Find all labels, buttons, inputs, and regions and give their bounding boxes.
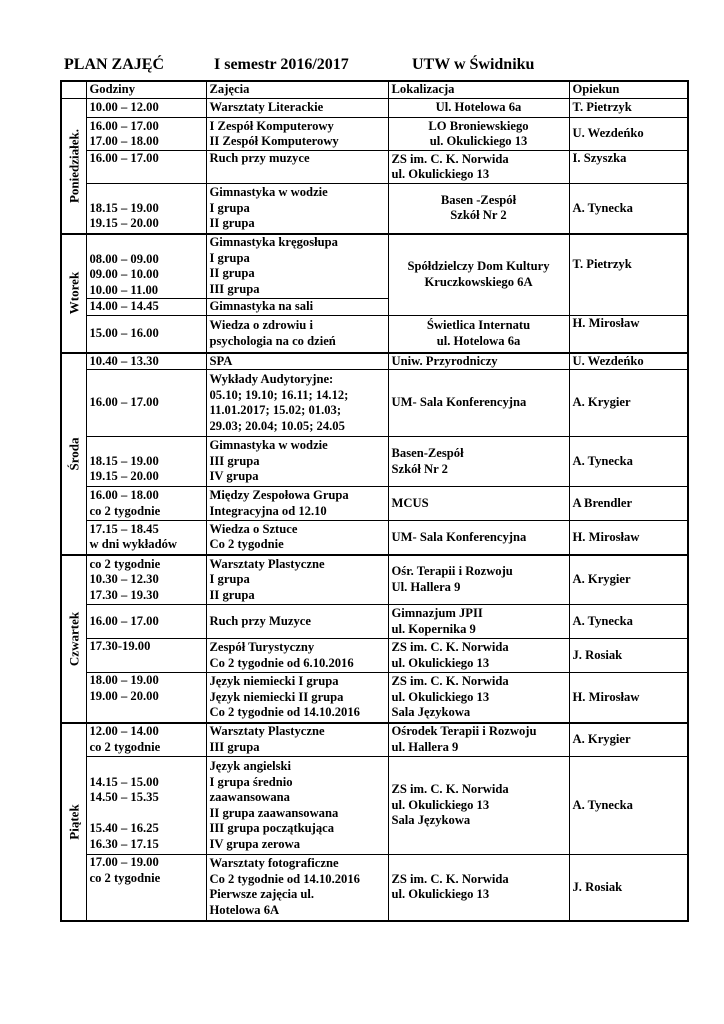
location-cell: ZS im. C. K. Norwida ul. Okulickiego 13: [388, 639, 569, 673]
hours-cell: 16.00 – 17.00: [86, 605, 206, 639]
activity-cell: Język angielski I grupa średnio zaawansowana II grupa zaawansowana III grupa początkująca IV grupa zerowa: [206, 757, 388, 855]
hours-cell: 10.00 – 12.00: [86, 99, 206, 118]
hours-cell: 15.00 – 16.00: [86, 316, 206, 353]
col-header-lokalizacja: Lokalizacja: [388, 81, 569, 99]
hours-cell: 08.00 – 09.00 09.00 – 10.00 10.00 – 11.00: [86, 234, 206, 299]
activity-cell: Gimnastyka w wodzie III grupa IV grupa: [206, 437, 388, 487]
table-row: [61, 639, 688, 673]
table-row: [61, 99, 688, 118]
tutor-cell: J. Rosiak: [569, 855, 688, 921]
activity-cell: Zespół Turystyczny Co 2 tygodnie od 6.10.2016: [206, 639, 388, 673]
hours-cell: 16.00 – 17.00: [86, 370, 206, 437]
activity-cell: Między Zespołowa Grupa Integracyjna od 12.10: [206, 487, 388, 521]
day-tuesday: Wtorek: [61, 234, 86, 353]
table-row: [61, 234, 688, 299]
activity-cell: Warsztaty Plastyczne III grupa: [206, 723, 388, 757]
hours-cell: 16.00 – 17.00 17.00 – 18.00: [86, 118, 206, 151]
table-row: [61, 521, 688, 555]
day-header: [61, 81, 86, 99]
location-cell: LO Broniewskiego ul. Okulickiego 13: [388, 118, 569, 151]
table-row: [61, 437, 688, 487]
table-row: [61, 723, 688, 757]
location-cell: Ośrodek Terapii i Rozwoju ul. Hallera 9: [388, 723, 569, 757]
col-header-godziny: Godziny: [86, 81, 206, 99]
location-cell: Ul. Hotelowa 6a: [388, 99, 569, 118]
location-cell: Uniw. Przyrodniczy: [388, 353, 569, 370]
col-header-zajecia: Zajęcia: [206, 81, 388, 99]
day-friday: Piątek: [61, 723, 86, 921]
location-cell: ZS im. C. K. Norwida ul. Okulickiego 13 Sala Językowa: [388, 757, 569, 855]
organization-title: UTW w Świdniku: [412, 56, 535, 73]
hours-cell: 12.00 – 14.00 co 2 tygodnie: [86, 723, 206, 757]
table-row: [61, 673, 688, 723]
location-cell: UM- Sala Konferencyjna: [388, 521, 569, 555]
tutor-cell: A. Tynecka: [569, 184, 688, 234]
tutor-cell: A. Tynecka: [569, 437, 688, 487]
table-row: [61, 605, 688, 639]
tutor-cell: I. Szyszka: [569, 151, 688, 184]
tutor-cell: A. Tynecka: [569, 757, 688, 855]
hours-cell: 17.15 – 18.45 w dni wykładów: [86, 521, 206, 555]
activity-cell: I Zespół Komputerowy II Zespół Komputerowy: [206, 118, 388, 151]
tutor-cell: T. Pietrzyk: [569, 99, 688, 118]
hours-cell: 18.15 – 19.00 19.15 – 20.00: [86, 184, 206, 234]
location-cell: Spółdzielczy Dom Kultury Kruczkowskiego 6A: [388, 234, 569, 316]
plan-title: PLAN ZAJĘĆ: [64, 56, 165, 73]
table-row: [61, 353, 688, 370]
hours-cell: 16.00 – 18.00 co 2 tygodnie: [86, 487, 206, 521]
day-monday: Poniedziałek.: [61, 99, 86, 234]
location-cell: ZS im. C. K. Norwida ul. Okulickiego 13: [388, 855, 569, 921]
location-cell: Basen -Zespół Szkół Nr 2: [388, 184, 569, 234]
activity-cell: Wykłady Audytoryjne: 05.10; 19.10; 16.11; 14.12; 11.01.2017; 15.02; 01.03; 29.03; 20.04; 10.05; 24.05: [206, 370, 388, 437]
activity-cell: Gimnastyka w wodzie I grupa II grupa: [206, 184, 388, 234]
tutor-cell: J. Rosiak: [569, 639, 688, 673]
location-cell: MCUS: [388, 487, 569, 521]
activity-cell: Wiedza o zdrowiu i psychologia na co dzień: [206, 316, 388, 353]
hours-cell: 14.15 – 15.00 14.50 – 15.35 15.40 – 16.25 16.30 – 17.15: [86, 757, 206, 855]
header-row: [61, 81, 688, 99]
table-row: [61, 151, 688, 184]
tutor-cell: H. Mirosław: [569, 673, 688, 723]
table-row: [61, 855, 688, 921]
hours-cell: 17.00 – 19.00 co 2 tygodnie: [86, 855, 206, 921]
location-cell: Ośr. Terapii i Rozwoju Ul. Hallera 9: [388, 555, 569, 605]
hours-cell: 16.00 – 17.00: [86, 151, 206, 184]
semester-title: I semestr 2016/2017: [214, 56, 349, 73]
tutor-cell: H. Mirosław: [569, 521, 688, 555]
hours-cell: co 2 tygodnie 10.30 – 12.30 17.30 – 19.30: [86, 555, 206, 605]
tutor-cell: A. Krygier: [569, 555, 688, 605]
tutor-cell: A. Krygier: [569, 723, 688, 757]
activity-cell: SPA: [206, 353, 388, 370]
tutor-cell: A. Krygier: [569, 370, 688, 437]
table-row: [61, 487, 688, 521]
activity-cell: Gimnastyka kręgosłupa I grupa II grupa III grupa: [206, 234, 388, 299]
tutor-cell: A. Tynecka: [569, 605, 688, 639]
hours-cell: 14.00 – 14.45: [86, 299, 206, 316]
col-header-opiekun: Opiekun: [569, 81, 688, 99]
tutor-cell: A Brendler: [569, 487, 688, 521]
location-cell: UM- Sala Konferencyjna: [388, 370, 569, 437]
table-row: [61, 118, 688, 151]
tutor-cell: U. Wezdeńko: [569, 118, 688, 151]
schedule-table: [60, 80, 689, 922]
tutor-cell: U. Wezdeńko: [569, 353, 688, 370]
table-row: [61, 316, 688, 353]
hours-cell: 18.15 – 19.00 19.15 – 20.00: [86, 437, 206, 487]
table-row: [61, 370, 688, 437]
tutor-cell: T. Pietrzyk: [569, 234, 688, 316]
activity-cell: Ruch przy Muzyce: [206, 605, 388, 639]
hours-cell: 18.00 – 19.00 19.00 – 20.00: [86, 673, 206, 723]
activity-cell: Warsztaty fotograficzne Co 2 tygodnie od 14.10.2016 Pierwsze zajęcia ul. Hotelowa 6A: [206, 855, 388, 921]
hours-cell: 17.30-19.00: [86, 639, 206, 673]
activity-cell: Język niemiecki I grupa Język niemiecki II grupa Co 2 tygodnie od 14.10.2016: [206, 673, 388, 723]
location-cell: ZS im. C. K. Norwida ul. Okulickiego 13 Sala Językowa: [388, 673, 569, 723]
activity-cell: Ruch przy muzyce: [206, 151, 388, 184]
location-cell: Basen-Zespół Szkół Nr 2: [388, 437, 569, 487]
hours-cell: 10.40 – 13.30: [86, 353, 206, 370]
activity-cell: Gimnastyka na sali: [206, 299, 388, 316]
location-cell: Świetlica Internatu ul. Hotelowa 6a: [388, 316, 569, 353]
activity-cell: Warsztaty Literackie: [206, 99, 388, 118]
activity-cell: Wiedza o Sztuce Co 2 tygodnie: [206, 521, 388, 555]
tutor-cell: H. Mirosław: [569, 316, 688, 353]
table-row: [61, 757, 688, 855]
activity-cell: Warsztaty Plastyczne I grupa II grupa: [206, 555, 388, 605]
day-wednesday: Środa: [61, 353, 86, 555]
table-row: [61, 184, 688, 234]
location-cell: ZS im. C. K. Norwida ul. Okulickiego 13: [388, 151, 569, 184]
table-row: [61, 555, 688, 605]
day-thursday: Czwartek: [61, 555, 86, 723]
location-cell: Gimnazjum JPII ul. Kopernika 9: [388, 605, 569, 639]
